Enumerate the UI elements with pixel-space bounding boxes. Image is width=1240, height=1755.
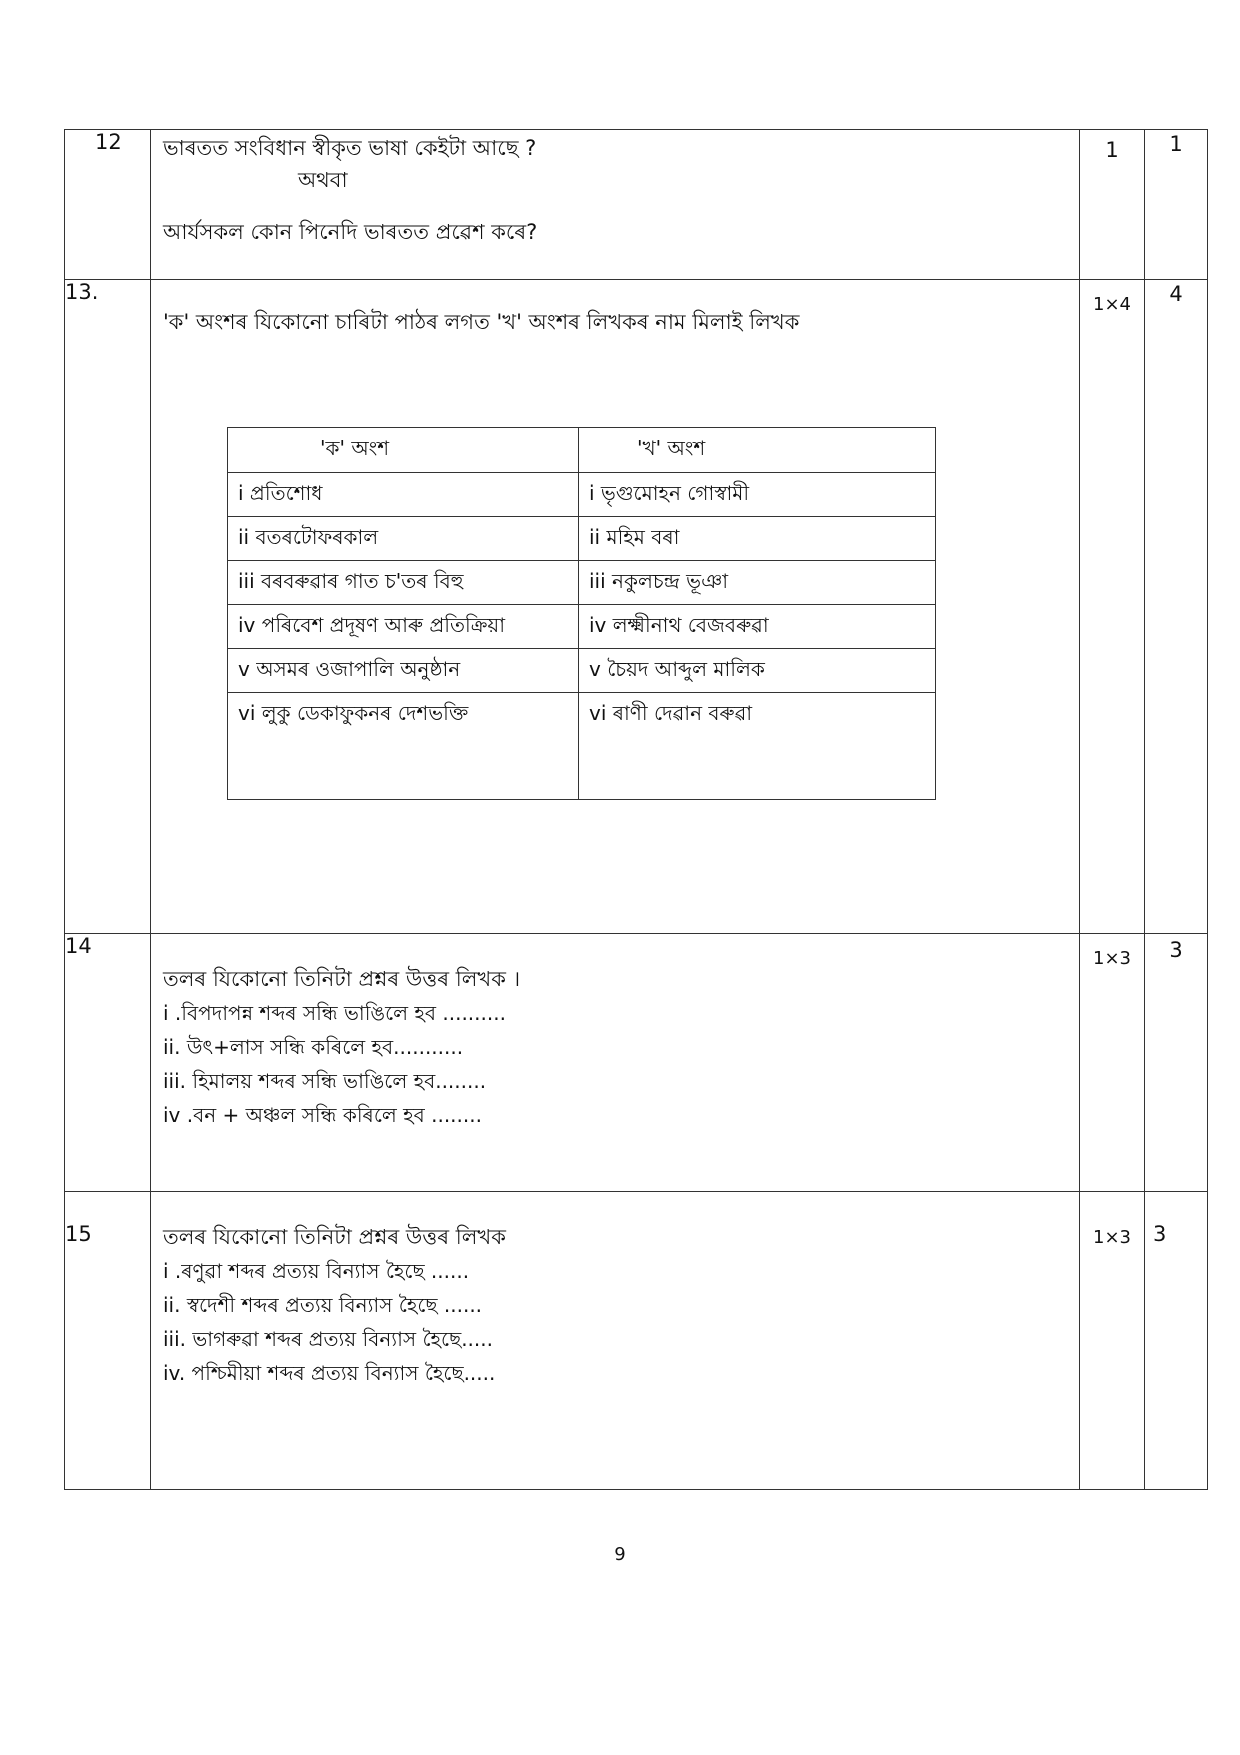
question-body <box>151 130 1080 280</box>
or-label: অথবা <box>298 168 348 192</box>
page-number: 9 <box>614 1544 626 1565</box>
question-number: 12 <box>65 130 151 280</box>
sub-question: iv .বন + অঞ্চল সন্ধি কৰিলে হব ........ <box>163 1103 482 1127</box>
question-text: তলৰ যিকোনো তিনিটা প্ৰশ্নৰ উত্তৰ লিখক <box>163 1225 506 1249</box>
sub-question: iv. পশ্চিমীয়া শব্দৰ প্ৰত্যয় বিন্যাস হৈছে..... <box>163 1361 496 1385</box>
question-text: তলৰ যিকোনো তিনিটা প্ৰশ্নৰ উত্তৰ লিখক । <box>163 967 521 991</box>
table-row <box>228 649 936 693</box>
question-row-13 <box>65 280 1208 934</box>
mark-total: 3 <box>1145 934 1208 1192</box>
mark-split: 1×3 <box>1080 934 1145 1192</box>
question-number: 13. <box>65 280 151 934</box>
question-body <box>151 934 1080 1192</box>
question-text: ভাৰতত সংবিধান স্বীকৃত ভাষা কেইটা আছে ? <box>163 136 537 160</box>
sub-question: iii. ভাগৰুৱা শব্দৰ প্ৰত্যয় বিন্যাস হৈছে..... <box>163 1327 493 1351</box>
table-cell: vi লুকু ডেকাফুকনৰ দেশভক্তি <box>228 693 579 800</box>
sub-question: i .ৰণুৱা শব্দৰ প্ৰত্যয় বিন্যাস হৈছে ...... <box>163 1259 470 1283</box>
mark-split: 1×4 <box>1080 280 1145 934</box>
question-row-15 <box>65 1192 1208 1490</box>
mark-total: 3 <box>1145 1192 1208 1490</box>
table-cell: ii বতৰটোফৰকাল <box>228 517 579 561</box>
column-header-b: 'খ' অংশ <box>579 428 936 473</box>
table-cell: v অসমৰ ওজাপালি অনুষ্ঠান <box>228 649 579 693</box>
table-row <box>228 605 936 649</box>
sub-question: iii. হিমালয় শব্দৰ সন্ধি ভাঙিলে হব........ <box>163 1069 487 1093</box>
table-cell: i প্ৰতিশোধ <box>228 473 579 517</box>
table-cell: vi ৰাণী দেৱান বৰুৱা <box>579 693 936 800</box>
table-row <box>228 473 936 517</box>
table-cell: iv লক্ষ্মীনাথ বেজবৰুৱা <box>579 605 936 649</box>
mark-total: 1 <box>1145 130 1208 280</box>
sub-question: ii. উৎ+লাস সন্ধি কৰিলে হব........... <box>163 1035 464 1059</box>
question-row-12 <box>65 130 1208 280</box>
question-body <box>151 280 1080 934</box>
question-text-alt: আৰ্যসকল কোন পিনেদি ভাৰতত প্ৰৱেশ কৰে? <box>163 220 538 244</box>
question-number: 15 <box>65 1192 151 1490</box>
sub-question: ii. স্বদেশী শব্দৰ প্ৰত্যয় বিন্যাস হৈছে ...... <box>163 1293 483 1317</box>
table-row <box>228 517 936 561</box>
mark-total: 4 <box>1145 280 1208 934</box>
table-cell: ii মহিম বৰা <box>579 517 936 561</box>
table-cell: iii নকুলচন্দ্ৰ ভূঞা <box>579 561 936 605</box>
table-cell: iv পৰিবেশ প্ৰদূষণ আৰু প্ৰতিক্ৰিয়া <box>228 605 579 649</box>
table-row <box>228 693 936 800</box>
question-body <box>151 1192 1080 1490</box>
table-cell: v চৈয়দ আব্দুল মালিক <box>579 649 936 693</box>
question-number: 14 <box>65 934 151 1192</box>
question-text: 'ক' অংশৰ যিকোনো চাৰিটা পাঠৰ লগত 'খ' অংশৰ লিখকৰ নাম মিলাই লিখক <box>163 310 800 334</box>
mark-split: 1×3 <box>1080 1192 1145 1490</box>
table-cell: iii বৰবৰুৱাৰ গাত চ'তৰ বিহু <box>228 561 579 605</box>
mark-split: 1 <box>1080 130 1145 280</box>
table-cell: i ভৃগুমোহন গোস্বামী <box>579 473 936 517</box>
match-table <box>227 427 936 800</box>
sub-question: i .বিপদাপন্ন শব্দৰ সন্ধি ভাঙিলে হব .......... <box>163 1001 506 1025</box>
question-row-14 <box>65 934 1208 1192</box>
column-header-a: 'ক' অংশ <box>228 428 579 473</box>
question-table <box>64 129 1208 1490</box>
table-row <box>228 561 936 605</box>
